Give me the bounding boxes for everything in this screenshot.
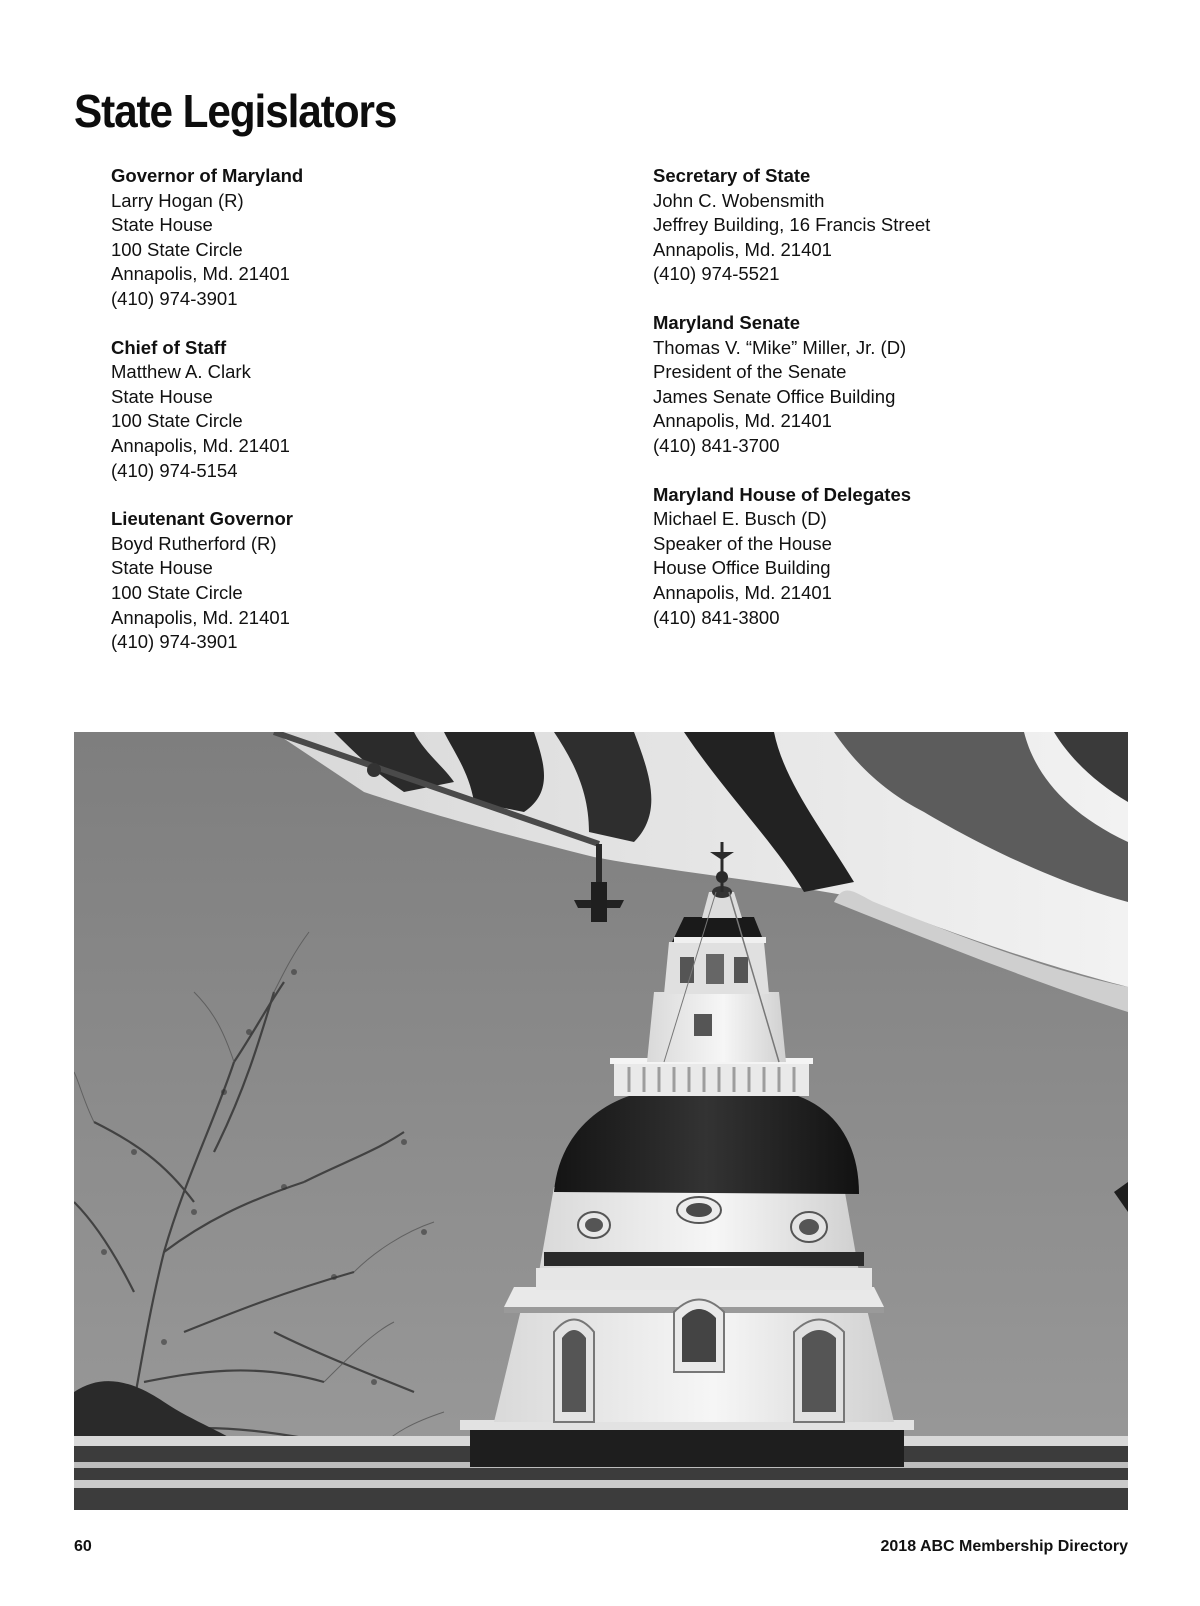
contact-entry — [111, 164, 531, 312]
contact-entry — [111, 336, 531, 484]
entry-line: State House — [111, 214, 213, 236]
entry-line: 100 State Circle — [111, 581, 243, 603]
entry-phone: (410) 974-5521 — [653, 263, 780, 285]
entry-phone: (410) 974-3901 — [111, 631, 238, 653]
entry-heading: Chief of Staff — [111, 336, 227, 358]
entry-line: Speaker of the House — [653, 532, 832, 554]
state-house-dome-photo — [74, 732, 1128, 1510]
entry-heading: Maryland Senate — [653, 311, 801, 333]
entry-heading: Secretary of State — [653, 165, 811, 186]
entry-heading: Lieutenant Governor — [111, 508, 293, 530]
entry-heading: Governor of Maryland — [111, 165, 304, 186]
contact-entry — [653, 311, 1093, 459]
publication-name: 2018 ABC Membership Directory — [880, 1538, 1128, 1555]
entry-line: House Office Building — [653, 557, 831, 579]
entry-line: 100 State Circle — [111, 238, 243, 260]
entry-line: State House — [111, 557, 213, 579]
entry-line: Annapolis, Md. 21401 — [653, 581, 832, 603]
entry-line: Annapolis, Md. 21401 — [653, 238, 832, 260]
entry-phone: (410) 841-3800 — [653, 606, 780, 628]
entry-line: James Senate Office Building — [653, 385, 896, 407]
page-number: 60 — [74, 1538, 92, 1555]
photo-illustration — [74, 732, 1128, 1510]
entry-name: Thomas V. “Mike” Miller, Jr. (D) — [653, 336, 907, 358]
entry-line: Jeffrey Building, 16 Francis Street — [653, 214, 931, 236]
entry-line: Annapolis, Md. 21401 — [653, 410, 832, 432]
entry-name: Matthew A. Clark — [111, 361, 251, 383]
entry-heading: Maryland House of Delegates — [653, 483, 912, 505]
entry-line: Annapolis, Md. 21401 — [111, 606, 290, 628]
entry-line: Annapolis, Md. 21401 — [111, 263, 290, 285]
right-column — [653, 164, 1093, 654]
contact-entry — [653, 483, 1093, 631]
contact-entry — [653, 164, 1093, 287]
entry-name: John C. Wobensmith — [653, 189, 825, 211]
entry-phone: (410) 974-5154 — [111, 459, 238, 481]
entry-line: State House — [111, 385, 213, 407]
entry-line: President of the Senate — [653, 361, 847, 383]
entry-line: 100 State Circle — [111, 410, 243, 432]
entry-name: Michael E. Busch (D) — [653, 508, 827, 530]
entry-phone: (410) 841-3700 — [653, 434, 780, 456]
entry-name: Boyd Rutherford (R) — [111, 532, 277, 554]
entry-phone: (410) 974-3901 — [111, 287, 238, 309]
entry-line: Annapolis, Md. 21401 — [111, 434, 290, 456]
left-column — [111, 164, 531, 679]
page-title: State Legislators — [74, 85, 397, 137]
entry-name: Larry Hogan (R) — [111, 189, 244, 211]
contact-entry — [111, 507, 531, 655]
